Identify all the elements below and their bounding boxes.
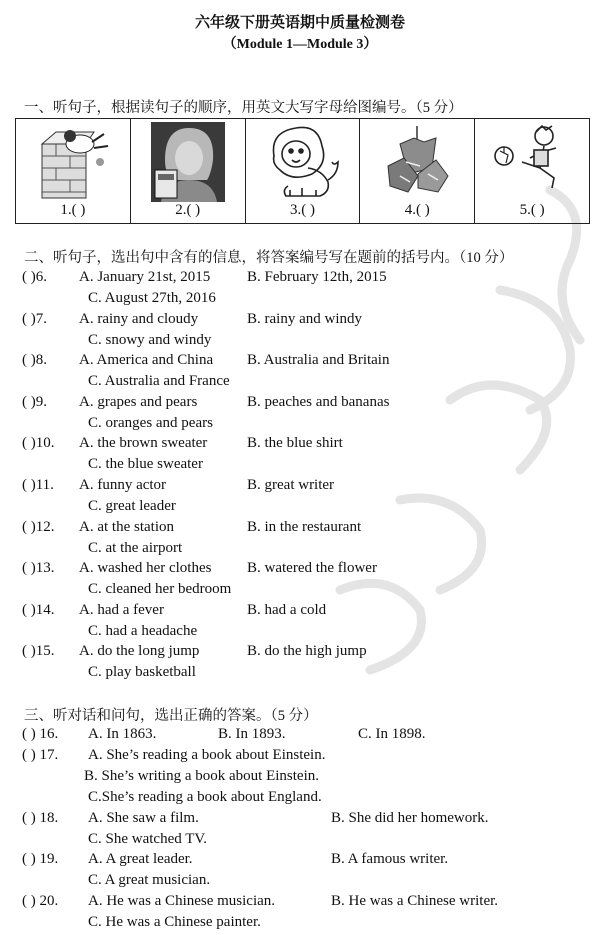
picture-label-3: 3.( ) — [289, 202, 315, 218]
option-b: B. the blue shirt — [247, 435, 343, 451]
option-c: C. snowy and windy — [88, 332, 212, 348]
question-number: ( )12. — [22, 519, 55, 535]
dog-on-wall-icon — [34, 122, 112, 202]
option-a: A. She saw a film. — [88, 810, 199, 826]
option-c: C. He was a Chinese painter. — [88, 914, 261, 930]
option-a: A. the brown sweater — [79, 435, 208, 451]
option-b: B. watered the flower — [247, 560, 377, 576]
option-b: B. great writer — [247, 477, 335, 493]
section-1-heading: 一、听句子，根据读句子的顺序，用英文大写字母给图编号。（5 分） — [24, 100, 463, 116]
option-a: A. grapes and pears — [79, 394, 198, 410]
question-number: ( ) 18. — [22, 810, 59, 826]
picture-label-1: 1.( ) — [60, 202, 86, 218]
option-b: B. peaches and bananas — [247, 394, 390, 410]
option-a: A. rainy and cloudy — [79, 311, 199, 327]
option-c: C. She watched TV. — [88, 831, 208, 847]
page-subtitle: （Module 1—Module 3） — [222, 37, 378, 52]
option-a: A. A great leader. — [88, 851, 193, 867]
picture-cell-3 — [245, 119, 360, 224]
option-c: C. great leader — [88, 498, 176, 514]
section-2-heading: 二、听句子，选出句中含有的信息，将答案编号写在题前的括号内。（10 分） — [24, 250, 514, 266]
question-number: ( )15. — [22, 643, 55, 659]
option-a: A. washed her clothes — [79, 560, 212, 576]
option-b: B. A famous writer. — [331, 851, 449, 867]
question-number: ( )9. — [22, 394, 47, 410]
boy-kicking-ball-icon — [492, 122, 572, 202]
question-number: ( )8. — [22, 352, 47, 368]
option-c: C. had a headache — [88, 623, 198, 639]
option-c: C. August 27th, 2016 — [88, 290, 216, 306]
section-3-heading: 三、听对话和问句，选出正确的答案。（5 分） — [24, 708, 318, 724]
option-b: B. rainy and windy — [247, 311, 362, 327]
question-number: ( )11. — [22, 477, 54, 493]
option-c: C. Australia and France — [88, 373, 230, 389]
option-a: A. America and China — [79, 352, 214, 368]
picture-label-4: 4.( ) — [404, 202, 430, 218]
picture-label-2: 2.( ) — [175, 202, 201, 218]
option-b: B. She’s writing a book about Einstein. — [84, 768, 319, 784]
option-c: C. In 1898. — [358, 726, 426, 742]
zongzi-icon — [380, 122, 454, 202]
lion-icon — [262, 122, 342, 200]
option-c: C. play basketball — [88, 664, 196, 680]
question-number: ( )10. — [22, 435, 55, 451]
option-a: A. She’s reading a book about Einstein. — [88, 747, 326, 763]
page-title: 六年级下册英语期中质量检测卷 — [194, 15, 405, 31]
question-number: ( )13. — [22, 560, 55, 576]
option-a: A. do the long jump — [79, 643, 200, 659]
option-b: B. February 12th, 2015 — [247, 269, 387, 285]
question-number: ( )14. — [22, 602, 55, 618]
picture-label-5: 5.( ) — [519, 202, 545, 218]
option-c: C.She’s reading a book about England. — [88, 789, 322, 805]
question-number: ( ) 16. — [22, 726, 59, 742]
option-a: A. He was a Chinese musician. — [88, 893, 276, 909]
question-number: ( ) 17. — [22, 747, 59, 763]
option-c: C. cleaned her bedroom — [88, 581, 232, 597]
option-a: A. funny actor — [79, 477, 167, 493]
option-a: A. at the station — [79, 519, 174, 535]
picture-cell-2 — [130, 119, 245, 224]
picture-cell-1 — [16, 119, 131, 224]
option-c: C. A great musician. — [88, 872, 211, 888]
option-b: B. She did her homework. — [331, 810, 489, 826]
option-b: B. do the high jump — [247, 643, 367, 659]
option-b: B. in the restaurant — [247, 519, 362, 535]
picture-cell-5 — [475, 119, 590, 224]
question-number: ( )7. — [22, 311, 47, 327]
option-b: B. had a cold — [247, 602, 327, 618]
picture-cell-4 — [360, 119, 475, 224]
option-c: C. the blue sweater — [88, 456, 203, 472]
option-b: B. In 1893. — [218, 726, 286, 742]
option-b: B. He was a Chinese writer. — [331, 893, 499, 909]
question-number: ( ) 19. — [22, 851, 59, 867]
question-number: ( )6. — [22, 269, 47, 285]
option-c: C. oranges and pears — [88, 415, 213, 431]
option-b: B. Australia and Britain — [247, 352, 390, 368]
option-c: C. at the airport — [88, 540, 183, 556]
woman-with-book-photo — [151, 122, 225, 202]
question-number: ( ) 20. — [22, 893, 59, 909]
option-a: A. In 1863. — [88, 726, 157, 742]
option-a: A. had a fever — [79, 602, 164, 618]
picture-table — [15, 118, 590, 224]
option-a: A. January 21st, 2015 — [79, 269, 211, 285]
